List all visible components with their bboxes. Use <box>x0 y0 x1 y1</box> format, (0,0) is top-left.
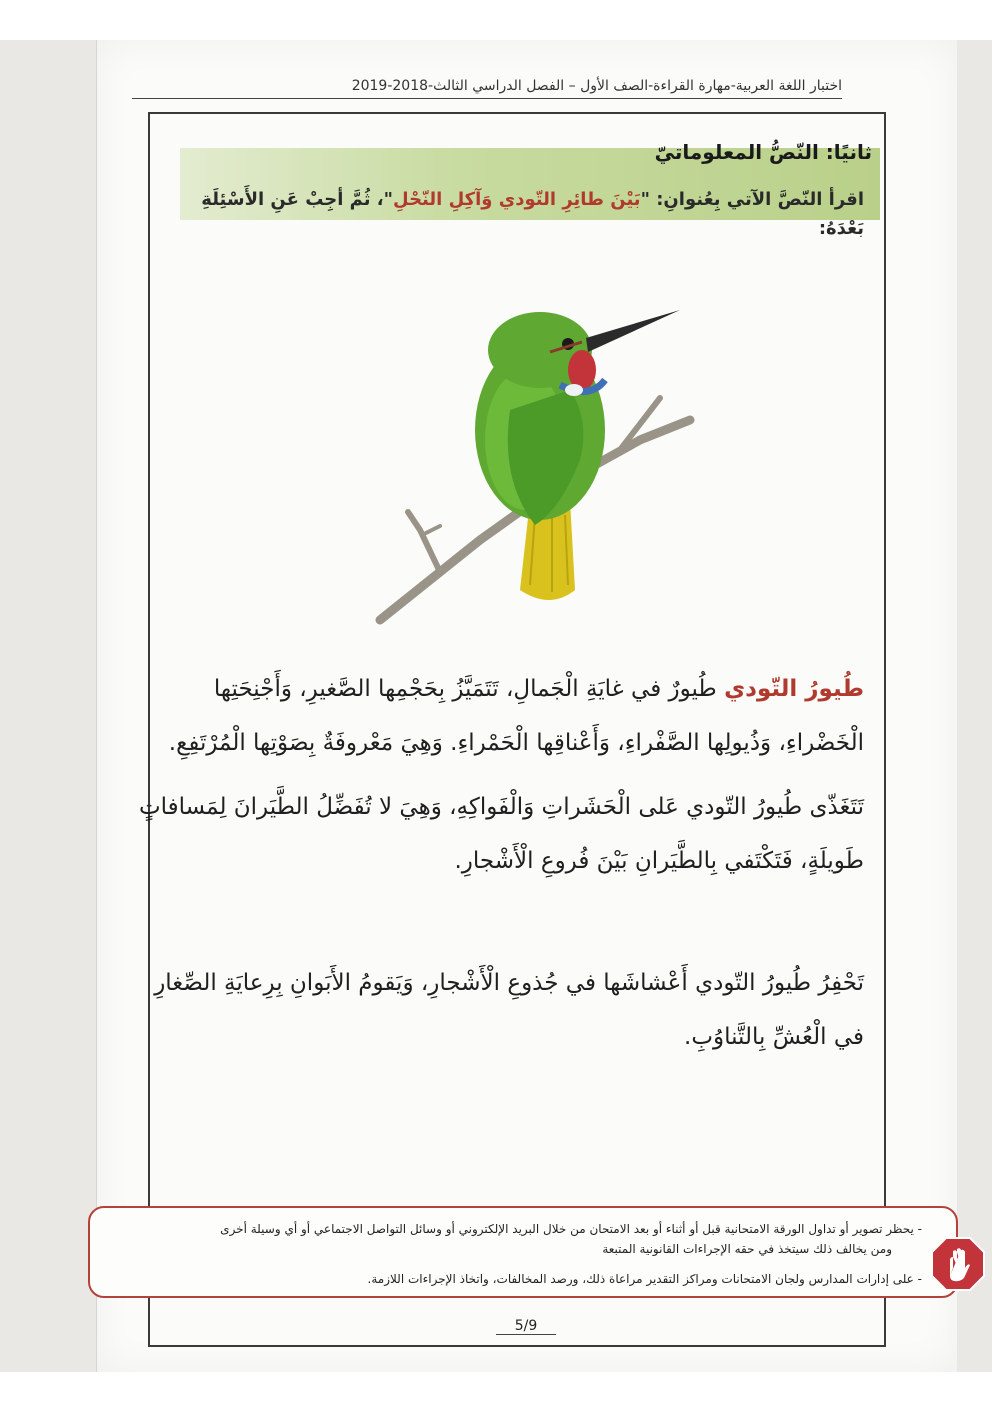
notice-line-3: - على إدارات المدارس ولجان الامتحانات ومراكز التقدير مراعاة ذلك، ورصد المخالفات، واتخاذ الإجراءات اللازمة. <box>367 1272 922 1286</box>
notice-line-2: ومن يخالف ذلك سيتخذ في حقه الإجراءات القانونية المتبعة <box>602 1242 892 1256</box>
paragraph-1 <box>124 662 864 770</box>
paragraph-2: تَتَغَذّى طُيورُ التّودي عَلى الْحَشَراتِ وَالْفَواكِهِ، وَهِيَ لا تُفَضِّلُ الطَّيَرانَ لِمَسافاتٍ طَويلَةٍ، فَتَكْتَفي بِالطَّيَرانِ بَيْنَ فُروعِ الْأَشْجارِ. <box>138 794 864 874</box>
text-title: بَيْنَ طائِرِ التّودي وَآكِلِ النّحْلِ <box>393 189 641 210</box>
instruction-suffix: "، ثُمَّ أجِبْ عَنِ الأَسْئِلَةِ بَعْدَهُ: <box>201 189 864 239</box>
reading-instruction <box>164 186 864 244</box>
page-number: 5/9 <box>496 1318 556 1335</box>
section-title: ثانيًا: النّصُّ المعلوماتيّ <box>654 140 872 164</box>
paragraph-1-lead: طُيورُ التّودي <box>724 676 864 702</box>
exam-header: اختبار اللغة العربية-مهارة القراءة-الصف الأول – الفصل الدراسي الثالث-2018-2019 <box>132 78 842 99</box>
photo-background-bottom <box>0 1372 992 1403</box>
photo-background-top <box>0 0 992 40</box>
stop-hand-icon <box>930 1236 986 1292</box>
instruction-prefix: اقرأ النّصَّ الآتي بِعُنوانِ: " <box>640 189 864 210</box>
paragraph-1-text: طُيورٌ في غايَةِ الْجَمالِ، تَتَمَيَّزُ بِحَجْمِها الصَّغيرِ، وَأَجْنِحَتِها الْخَضْراءِ، وَذُيولِها الصَّفْراءِ، وَأَعْناقِها الْحَمْراءِ. وَهِيَ مَعْروفَةٌ بِصَوْتِها الْمُرْتَفِعِ. <box>168 676 864 756</box>
paragraph-3: تَحْفِرُ طُيورُ التّودي أَعْشاشَها في جُذوعِ الْأَشْجارِ، وَيَقومُ الأَبَوانِ بِرِعايَةِ الصِّغارِ في الْعُشِّ بِالتَّناوُبِ. <box>154 970 864 1050</box>
notice-line-1: - يحظر تصوير أو تداول الورقة الامتحانية قبل أو أثناء أو بعد الامتحان من خلال البريد الإلكتروني أو وسائل التواصل الاجتماعي أو أي وسيلة أخرى <box>220 1222 922 1236</box>
bird-illustration <box>360 290 700 630</box>
